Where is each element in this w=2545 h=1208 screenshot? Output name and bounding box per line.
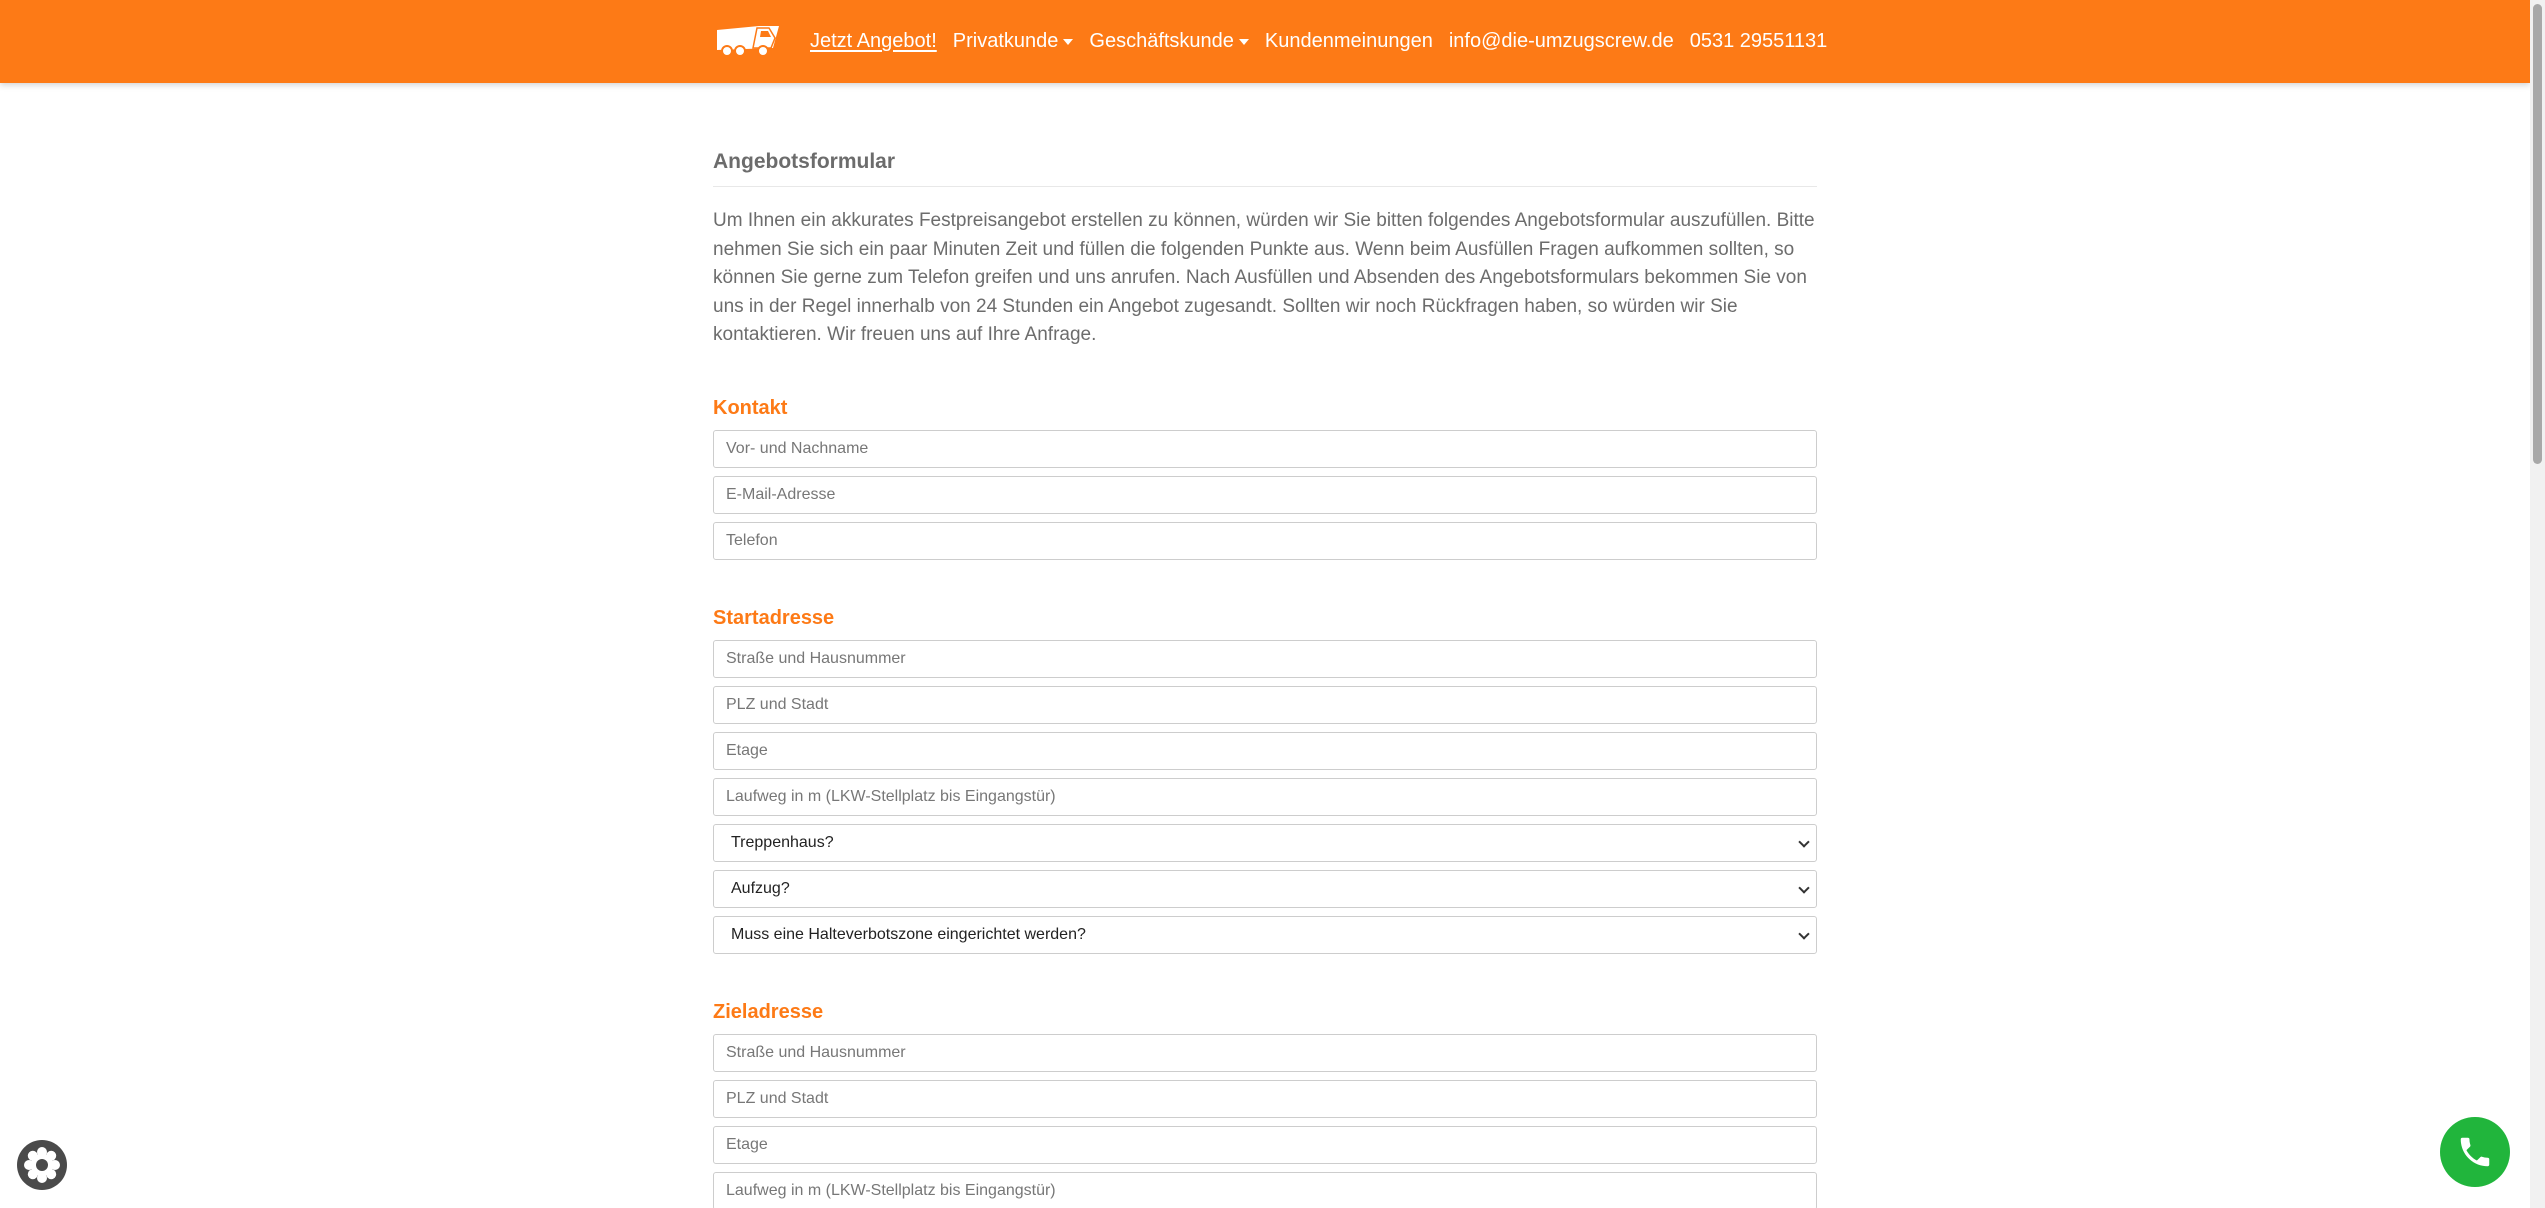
nav-link-label: Geschäftskunde bbox=[1089, 30, 1234, 52]
section-title-startadresse: Startadresse bbox=[713, 606, 835, 629]
phone-input[interactable] bbox=[713, 522, 1817, 560]
intro-text: Um Ihnen ein akkurates Festpreisangebot erstellen zu können, würden wir Sie bitten folgendes Angebotsformular auszufüllen. Bitte nehmen Sie sich ein paar Minuten Zeit und füllen die folgenden Punkte aus. Wenn beim Ausfüllen Fragen aufkommen sollten, so können Sie gerne zum Telefon greifen und uns anrufen. Nach Ausfüllen und Absenden des Angebotsformulars bekommen Sie von uns in der Regel innerhalb von 24 Stunden ein Angebot zugesandt. Sollten wir noch Rückfragen haben, so würden wir Sie kontaktieren. Wir freuen uns auf Ihre Anfrage. bbox=[713, 210, 1815, 346]
caret-down-icon bbox=[1063, 39, 1073, 45]
start-noparking-select[interactable] bbox=[713, 916, 1817, 954]
page-scrollbar[interactable] bbox=[2530, 0, 2545, 1208]
email-input[interactable] bbox=[713, 476, 1817, 514]
nav-link-phone[interactable] bbox=[1690, 30, 1828, 53]
target-floor-input[interactable] bbox=[713, 1126, 1817, 1164]
nav-link-label: info@die-umzugscrew.de bbox=[1448, 30, 1674, 52]
target-street-input[interactable] bbox=[713, 1034, 1817, 1072]
nav-link-geschaeftskunde[interactable] bbox=[1089, 30, 1249, 53]
start-street-input[interactable] bbox=[713, 640, 1817, 678]
chevron-down-icon bbox=[1798, 836, 1809, 847]
select-value: Aufzug? bbox=[731, 879, 790, 897]
offer-form-container bbox=[713, 150, 1817, 1208]
nav-link-kundenmeinungen[interactable] bbox=[1265, 30, 1433, 53]
scrollbar-thumb[interactable] bbox=[2533, 4, 2542, 464]
nav-link-label: Kundenmeinungen bbox=[1264, 30, 1433, 52]
top-navbar bbox=[0, 0, 2530, 83]
page-title: Angebotsformular bbox=[713, 150, 1817, 187]
name-input[interactable] bbox=[713, 430, 1817, 468]
section-title-zieladresse: Zieladresse bbox=[713, 1000, 824, 1023]
select-value: Treppenhaus? bbox=[731, 833, 834, 851]
select-value: Muss eine Halteverbotszone eingerichtet werden? bbox=[731, 925, 1086, 943]
target-walkway-input[interactable] bbox=[713, 1172, 1817, 1208]
phone-icon bbox=[2456, 1133, 2494, 1171]
nav-link-label: Privatkunde bbox=[952, 30, 1059, 52]
nav-link-jetzt-angebot[interactable] bbox=[810, 30, 937, 53]
chevron-down-icon bbox=[1798, 882, 1809, 893]
cookie-settings-button[interactable] bbox=[17, 1140, 67, 1190]
start-elevator-select[interactable] bbox=[713, 870, 1817, 908]
nav-link-email[interactable] bbox=[1449, 30, 1674, 53]
start-floor-input[interactable] bbox=[713, 732, 1817, 770]
cookie-settings-icon bbox=[22, 1145, 62, 1185]
moving-truck-icon[interactable] bbox=[713, 24, 781, 60]
nav-link-privatkunde[interactable] bbox=[953, 30, 1074, 53]
navbar-inner bbox=[713, 0, 1843, 83]
chevron-down-icon bbox=[1798, 928, 1809, 939]
start-stairwell-select[interactable] bbox=[713, 824, 1817, 862]
section-title-kontakt: Kontakt bbox=[713, 396, 788, 419]
caret-down-icon bbox=[1239, 39, 1249, 45]
target-city-input[interactable] bbox=[713, 1080, 1817, 1118]
call-button[interactable] bbox=[2440, 1117, 2510, 1187]
start-city-input[interactable] bbox=[713, 686, 1817, 724]
nav-link-label: Jetzt Angebot! bbox=[810, 30, 937, 52]
nav-link-label: 0531 29551131 bbox=[1689, 30, 1828, 52]
start-walkway-input[interactable] bbox=[713, 778, 1817, 816]
